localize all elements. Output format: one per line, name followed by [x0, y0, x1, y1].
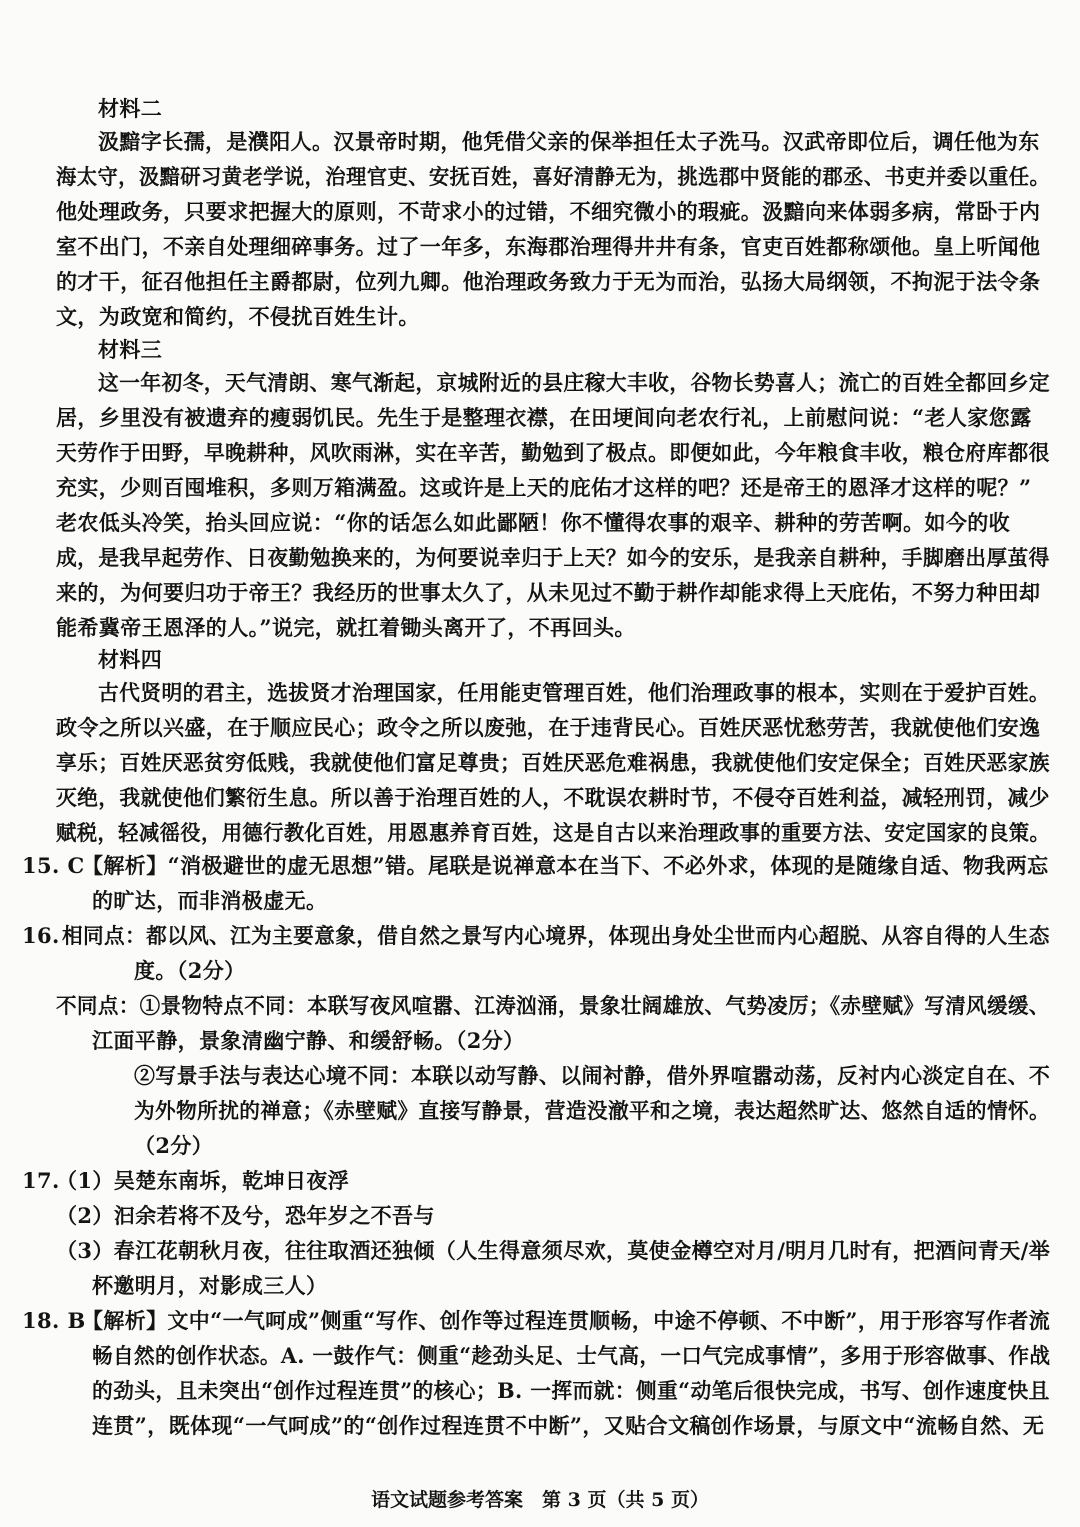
q18-line: 畅自然的创作状态。A. 一鼓作气：侧重“趁劲头足、士气高，一口气完成事情”，多用于形容做事、作战 — [92, 1343, 1051, 1368]
material3-line: 能希冀帝王恩泽的人。”说完，就扛着锄头离开了，不再回头。 — [56, 615, 636, 640]
q16-number: 16. — [22, 923, 60, 948]
material3-line: 成，是我早起劳作、日夜勤勉换来的，为何要说幸归于上天？如今的安乐，是我亲自耕种，手脚磨出厚茧得 — [56, 545, 1050, 570]
q18-line: 连贯”，既体现“一气呵成”的“创作过程连贯不中断”，又贴合文稿创作场景，与原文中“流畅自然、无 — [92, 1413, 1045, 1438]
material3-line: 天劳作于田野，早晚耕种，风吹雨淋，实在辛苦，勤勉到了极点。即便如此，今年粮食丰收，粮仓府库都很 — [56, 440, 1050, 465]
material2-line: 文，为政宽和简约，不侵扰百姓生计。 — [56, 304, 420, 329]
material4-line: 赋税，轻减徭役，用德行教化百姓，用恩惠养育百姓，这是自古以来治理政事的重要方法、安定国家的良策。 — [56, 820, 1051, 845]
q17-number: 17. — [22, 1168, 60, 1193]
material4-line: 灭绝，我就使他们繁衍生息。所以善于治理百姓的人，不耽误农耕时节，不侵夺百姓利益，减轻刑罚，减少 — [56, 785, 1050, 810]
q18-line: 【解析】文中“一气呵成”侧重“写作、创作等过程连贯顺畅，中途不停顿、不中断”，用于形容写作者流 — [82, 1308, 1051, 1333]
material2-line: 他处理政务，只要求把握大的原则，不苛求小的过错，不细究微小的瑕疵。汲黯向来体弱多病，常卧于内 — [56, 199, 1041, 224]
q18-line: 的劲头，且未突出“创作过程连贯”的核心；B. 一挥而就：侧重“动笔后很快完成，书写、创作速度快且 — [92, 1378, 1050, 1403]
q16-line: 江面平静，景象清幽宁静、和缓舒畅。（2分） — [92, 1028, 525, 1053]
page-footer: 语文试题参考答案 第 3 页（共 5 页） — [371, 1489, 709, 1511]
q16-line: 度。（2分） — [134, 958, 246, 983]
q15-line: 的旷达，而非消极虚无。 — [92, 888, 328, 913]
q15-number: 15. C — [22, 853, 85, 878]
material2-line: 的才干，征召他担任主爵都尉，位列九卿。他治理政务致力于无为而治，弘扬大局纲领，不拘泥于法令条 — [56, 269, 1041, 294]
q17-line: 杯邀明月，对影成三人） — [92, 1273, 328, 1298]
material3-line: 这一年初冬，天气清朗、寒气渐起，京城附近的县庄稼大丰收，谷物长势喜人；流亡的百姓全都回乡定 — [98, 370, 1051, 395]
q16-line: 相同点：都以风、江为主要意象，借自然之景写内心境界，体现出身处尘世而内心超脱、从容自得的人生态 — [62, 923, 1050, 948]
material3-line: 充实，少则百囤堆积，多则万箱满盈。这或许是上天的庇佑才这样的吧？还是帝王的恩泽才这样的呢？” — [56, 475, 1032, 500]
q15-line: 【解析】“消极避世的虚无思想”错。尾联是说禅意本在当下、不必外求，体现的是随缘自适、物我两忘 — [82, 853, 1049, 878]
material3-line: 居，乡里没有被遗弃的瘦弱饥民。先生于是整理衣襟，在田埂间向老农行礼，上前慰问说：“老人家您露 — [56, 405, 1032, 430]
material3-line: 来的，为何要归功于帝王？我经历的世事太久了，从未见过不勤于耕作却能求得上天庇佑，不努力种田却 — [56, 580, 1041, 605]
q17-line: （3）春江花朝秋月夜，往往取酒还独倾（人生得意须尽欢，莫使金樽空对月/明月几时有，把酒问青天/举 — [56, 1238, 1051, 1263]
material3-heading: 材料三 — [98, 337, 163, 362]
material4-line: 享乐；百姓厌恶贫穷低贱，我就使他们富足尊贵；百姓厌恶危难祸患，我就使他们安定保全；百姓厌恶家族 — [56, 750, 1050, 775]
q17-line: （2）汩余若将不及兮，恐年岁之不吾与 — [56, 1203, 435, 1228]
q16-line: 为外物所扰的禅意；《赤壁赋》直接写静景，营造没澈平和之境，表达超然旷达、悠然自适的情怀。 — [134, 1098, 1051, 1123]
material4-line: 古代贤明的君主，选拔贤才治理国家，任用能吏管理百姓，他们治理政事的根本，实则在于爱护百姓。 — [98, 680, 1051, 705]
material2-heading: 材料二 — [98, 96, 163, 121]
q16-line: （2分） — [134, 1133, 214, 1158]
material3-line: 老农低头冷笑，抬头回应说：“你的话怎么如此鄙陋！你不懂得农事的艰辛、耕种的劳苦啊。如今的收 — [56, 510, 1011, 535]
material4-heading: 材料四 — [98, 647, 163, 672]
q17-line: （1）吴楚东南坼，乾坤日夜浮 — [56, 1168, 350, 1193]
q18-number: 18. B — [22, 1308, 86, 1333]
material4-line: 政令之所以兴盛，在于顺应民心；政令之所以废弛，在于违背民心。百姓厌恶忧愁劳苦，我就使他们安逸 — [56, 715, 1041, 740]
q16-line: ②写景手法与表达心境不同：本联以动写静、以闹衬静，借外界喧嚣动荡，反衬内心淡定自在、不 — [134, 1063, 1051, 1088]
material2-line: 海太守，汲黯研习黄老学说，治理官吏、安抚百姓，喜好清静无为，挑选郡中贤能的郡丞、书吏并委以重任。 — [56, 164, 1051, 189]
material2-line: 室不出门，不亲自处理细碎事务。过了一年多，东海郡治理得井井有条，官吏百姓都称颂他。皇上听闻他 — [56, 234, 1041, 259]
material2-line: 汲黯字长孺，是濮阳人。汉景帝时期，他凭借父亲的保举担任太子洗马。汉武帝即位后，调任他为东 — [98, 129, 1040, 154]
q16-line: 不同点：①景物特点不同：本联写夜风喧嚣、江涛汹涌，景象壮阔雄放、气势凌厉；《赤壁赋》写清风缓缓、 — [56, 993, 1050, 1018]
